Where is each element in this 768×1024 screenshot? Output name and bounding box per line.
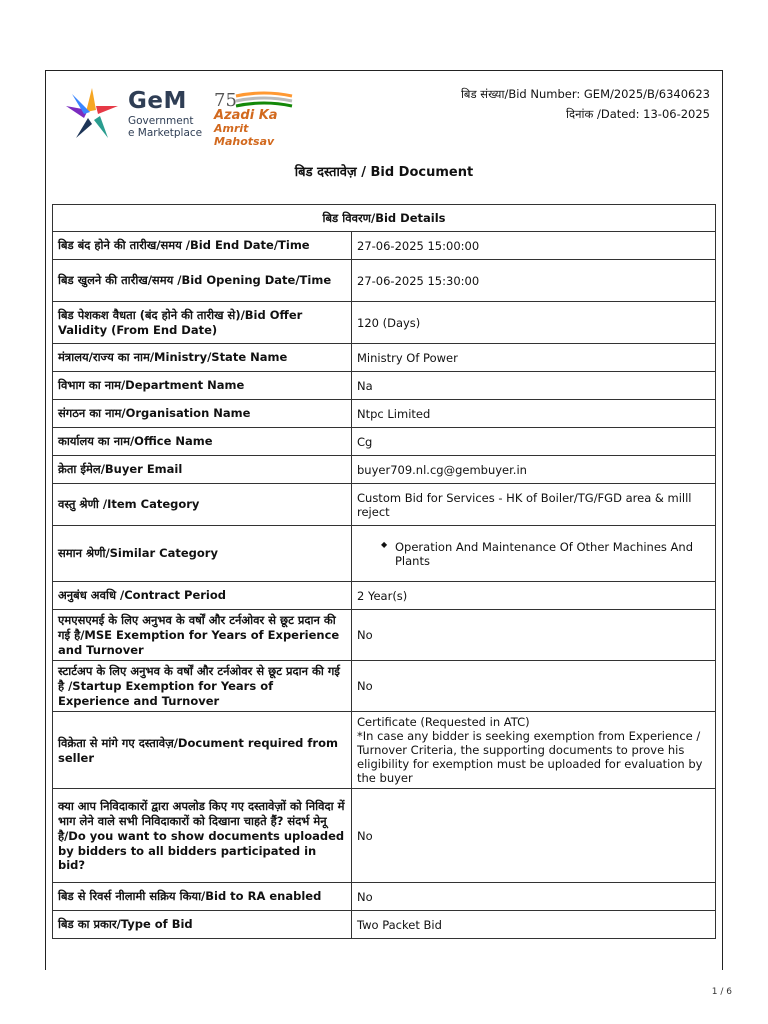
buyer-email: buyer709.nl.cg@gembuyer.in xyxy=(352,456,716,484)
table-row xyxy=(53,610,716,661)
row-value: No xyxy=(352,883,716,911)
table-row xyxy=(53,344,716,372)
table-row xyxy=(53,582,716,610)
row-label: वस्तु श्रेणी /Item Category xyxy=(53,484,352,526)
table-row xyxy=(53,789,716,883)
row-label: समान श्रेणी/Similar Category xyxy=(53,526,352,582)
row-value: 27-06-2025 15:30:00 xyxy=(352,260,716,302)
gem-subtitle-1: Government xyxy=(128,115,194,127)
row-label: मंत्रालय/राज्य का नाम/Ministry/State Name xyxy=(53,344,352,372)
row-label: स्टार्टअप के लिए अनुभव के वर्षों और टर्नओवर से छूट प्रदान की गई है /Startup Exemption for Years of Experience and Turnover xyxy=(53,661,352,712)
row-value: No xyxy=(352,610,716,661)
row-label: बिड का प्रकार/Type of Bid xyxy=(53,911,352,939)
row-label: क्रेता ईमेल/Buyer Email xyxy=(53,456,352,484)
table-row xyxy=(53,302,716,344)
exemption-note: *In case any bidder is seeking exemption from Experience / Turnover Criteria, the supporting documents to prove his eligibility for exemption must be uploaded for evaluation by the buyer xyxy=(357,729,703,785)
row-value: 27-06-2025 15:00:00 xyxy=(352,232,716,260)
row-label: बिड खुलने की तारीख/समय /Bid Opening Date/Time xyxy=(53,260,352,302)
table-row xyxy=(53,883,716,911)
row-value: Na xyxy=(352,372,716,400)
table-heading: बिड विवरण/Bid Details xyxy=(53,205,716,232)
row-value: Custom Bid for Services - HK of Boiler/TG/FGD area & milll reject xyxy=(352,484,716,526)
table-row xyxy=(53,484,716,526)
row-value: Ministry Of Power xyxy=(352,344,716,372)
bid-number: बिड संख्या/Bid Number: GEM/2025/B/6340623 xyxy=(460,87,710,101)
bid-details-table xyxy=(52,204,716,939)
svg-text:75: 75 xyxy=(214,90,237,110)
row-value: No xyxy=(352,789,716,883)
row-value xyxy=(352,526,716,582)
row-value: No xyxy=(352,661,716,712)
table-row xyxy=(53,526,716,582)
row-value: Two Packet Bid xyxy=(352,911,716,939)
bid-meta xyxy=(461,84,710,124)
row-label: अनुबंध अवधि /Contract Period xyxy=(53,582,352,610)
table-row xyxy=(53,456,716,484)
gem-logo xyxy=(62,84,312,148)
similar-category-list xyxy=(357,540,710,568)
gem-subtitle-2: e Marketplace xyxy=(128,127,203,139)
document-title: बिड दस्तावेज़ / Bid Document xyxy=(294,165,474,180)
table-header-row xyxy=(53,205,716,232)
table-row xyxy=(53,712,716,789)
row-label: विक्रेता से मांगे गए दस्तावेज़/Document required from seller xyxy=(53,712,352,789)
azadi-text-1: Azadi Ka xyxy=(214,108,278,123)
table-row xyxy=(53,911,716,939)
row-label: कार्यालय का नाम/Office Name xyxy=(53,428,352,456)
gem-star-icon xyxy=(62,84,122,144)
row-value: Cg xyxy=(352,428,716,456)
row-value: Ntpc Limited xyxy=(352,400,716,428)
row-value: 120 (Days) xyxy=(352,302,716,344)
table-row xyxy=(53,260,716,302)
row-value: 2 Year(s) xyxy=(352,582,716,610)
list-item: ◆ Operation And Maintenance Of Other Machines And Plants xyxy=(395,540,710,568)
page-number: 1 / 6 xyxy=(711,987,732,997)
row-label: बिड पेशकश वैधता (बंद होने की तारीख से)/Bid Offer Validity (From End Date) xyxy=(53,302,352,344)
azadi-text-2: Amrit Mahotsav xyxy=(214,122,275,148)
table-row xyxy=(53,400,716,428)
row-label: विभाग का नाम/Department Name xyxy=(53,372,352,400)
table-row xyxy=(53,232,716,260)
document-requirement: Certificate (Requested in ATC) xyxy=(357,715,530,729)
row-label: बिड से रिवर्स नीलामी सक्रिय किया/Bid to RA enabled xyxy=(53,883,352,911)
azadi-logo xyxy=(214,90,304,148)
row-value xyxy=(352,712,716,789)
table-row xyxy=(53,372,716,400)
table-row xyxy=(53,661,716,712)
gem-wordmark: GeM xyxy=(128,88,187,114)
row-label: क्या आप निविदाकारों द्वारा अपलोड किए गए दस्तावेज़ों को निविदा में भाग लेने वाले सभी निविदाकारों को दिखाना चाहते हैं? संदर्भ मेनू है/Do you want to show documents uploaded by bidders to all bidders participated in bid? xyxy=(53,789,352,883)
row-label: बिड बंद होने की तारीख/समय /Bid End Date/Time xyxy=(53,232,352,260)
bid-date: दिनांक /Dated: 13-06-2025 xyxy=(566,107,710,121)
row-label: संगठन का नाम/Organisation Name xyxy=(53,400,352,428)
table-row xyxy=(53,428,716,456)
azadi-flag-icon xyxy=(214,90,304,110)
row-label: एमएसएमई के लिए अनुभव के वर्षों और टर्नओवर से छूट प्रदान की गई है/MSE Exemption for Years of Experience and Turnover xyxy=(53,610,352,661)
